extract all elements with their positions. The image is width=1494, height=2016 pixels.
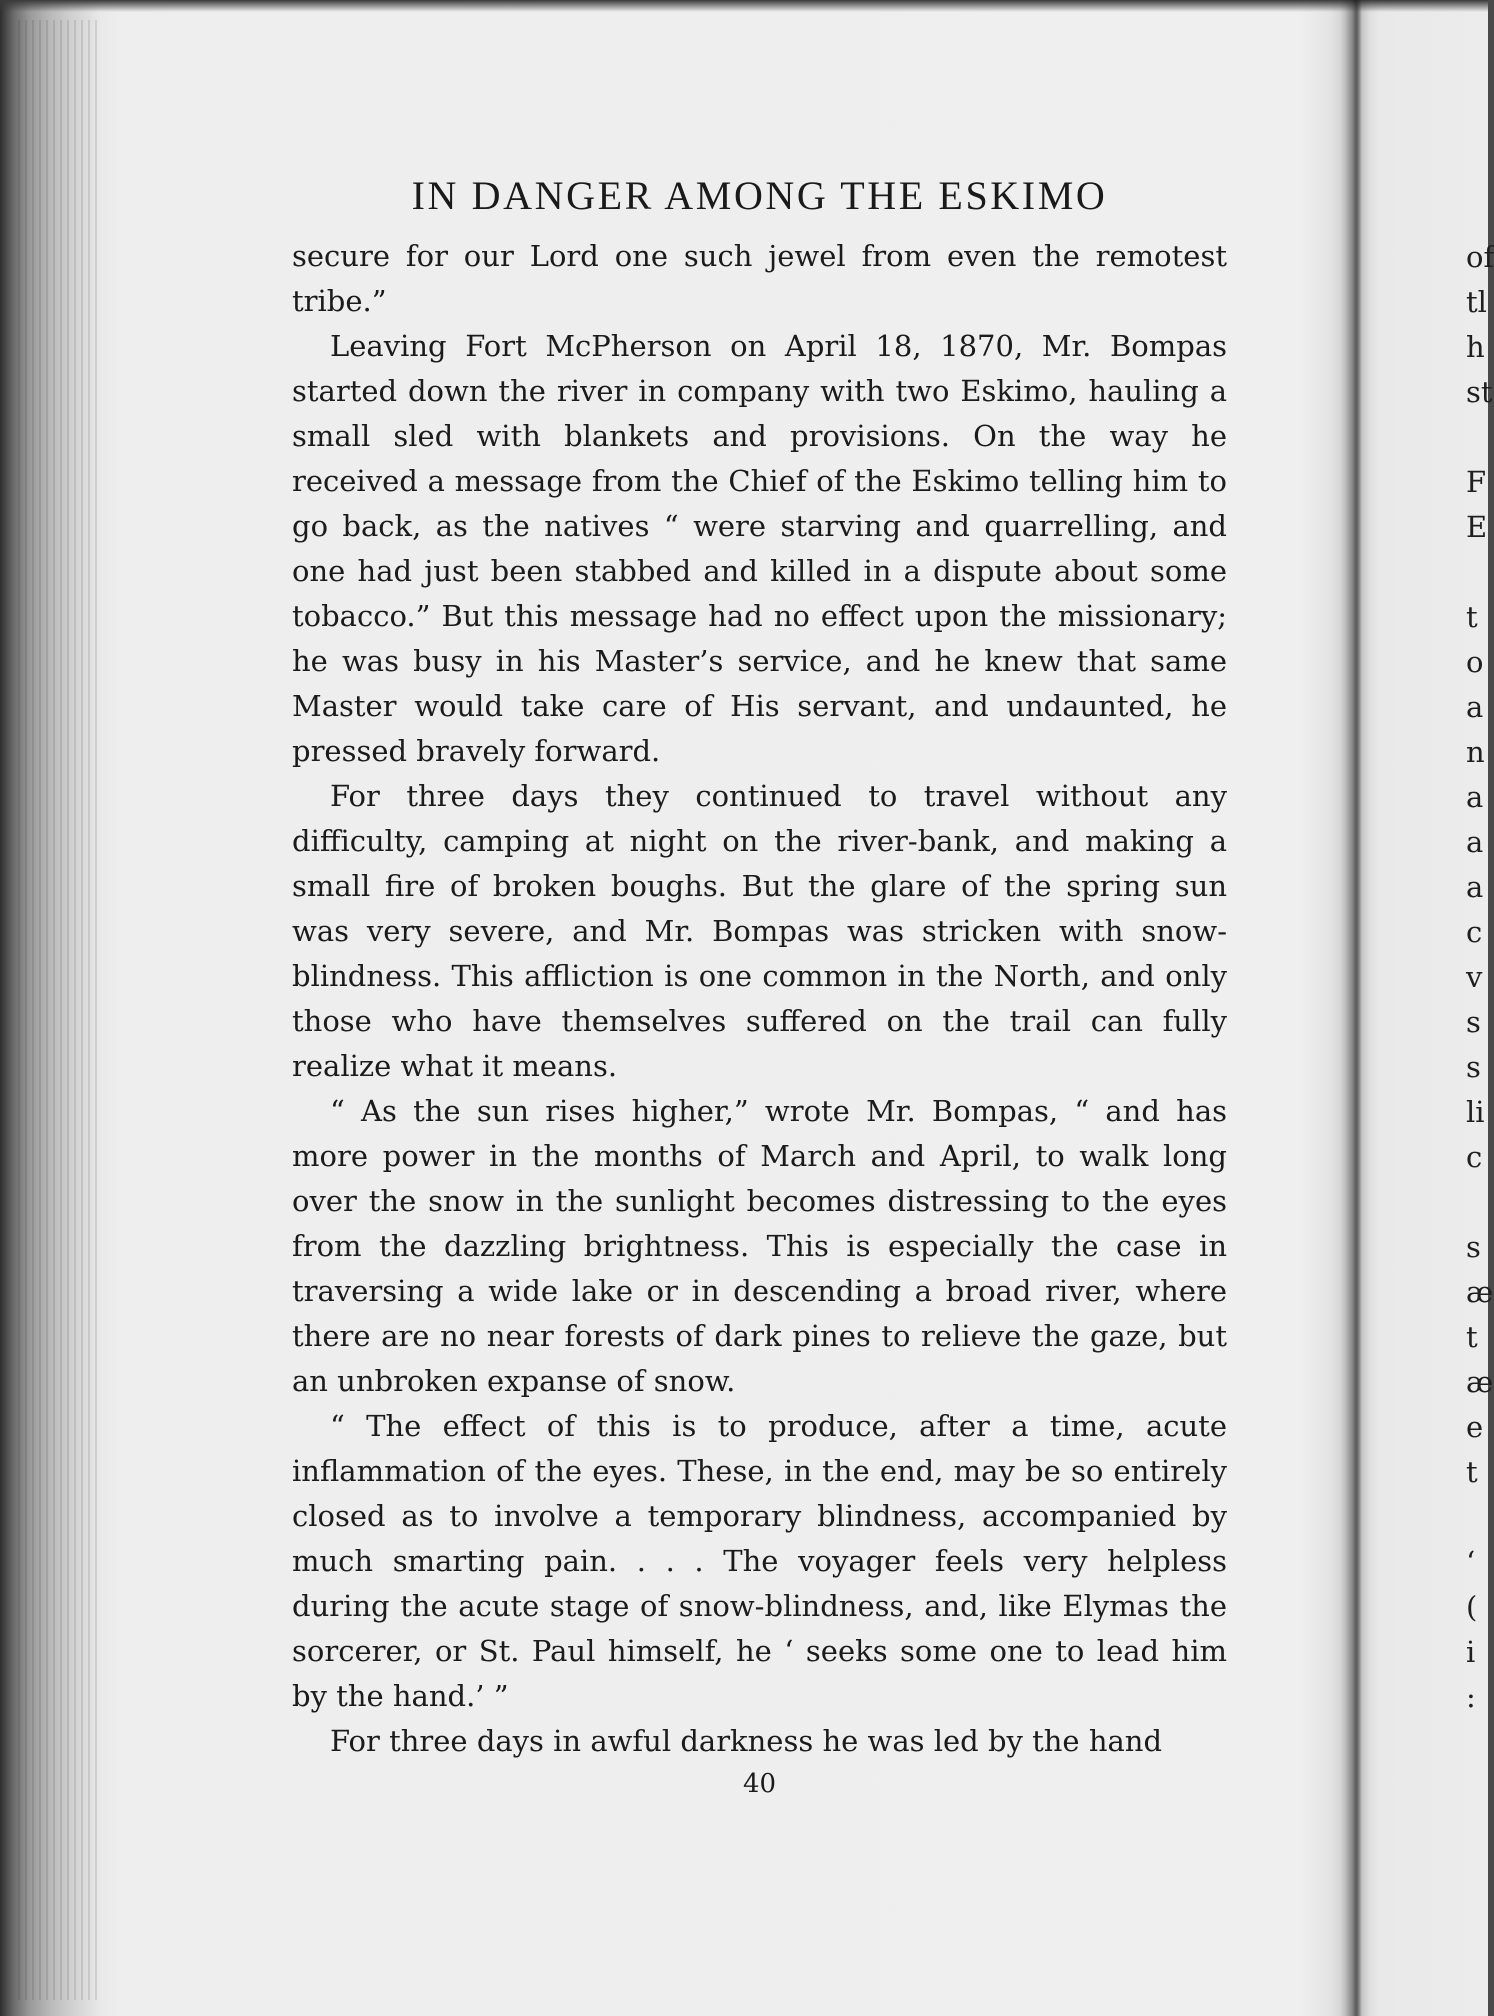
- paragraph: Leaving Fort McPherson on April 18, 1870, Mr. Bompas started down the river in company with two Eskimo, hauling a small sled with blankets and provisions. On the way he received a message from the Chief of the Eskimo telling him to go back, as the natives “ were starving and quarrelling, and one had just been stabbed and killed in a dispute about some tobacco.” But this message had no effect upon the missionary; he was busy in his Master’s service, and he knew that same Master would take care of His servant, and undaunted, he pressed bravely forward.: [292, 329, 1227, 768]
- facing-page-text: li: [1466, 1095, 1485, 1129]
- facing-page-text: i: [1466, 1635, 1476, 1669]
- page-body: [292, 234, 1227, 1764]
- paragraph-last: For three days in awful darkness he was led by the hand: [330, 1724, 1163, 1758]
- facing-page-text: c: [1466, 1140, 1483, 1174]
- facing-page-text: a: [1466, 870, 1484, 904]
- facing-page-text: s: [1466, 1050, 1481, 1084]
- facing-page-text: a: [1466, 780, 1484, 814]
- facing-page-text: tl: [1466, 285, 1487, 319]
- facing-page-text: a: [1466, 690, 1484, 724]
- paragraph: “ The effect of this is to produce, after a time, acute inflammation of the eyes. These, in the end, may be so entirely closed as to involve a temporary blindness, accompanied by much smarting pain. . . . The voyager feels very helpless during the acute stage of snow-blindness, and, like Elymas the sorcerer, or St. Paul himself, he ‘ seeks some one to lead him by the hand.’ ”: [292, 1409, 1227, 1713]
- paragraph: “ As the sun rises higher,” wrote Mr. Bompas, “ and has more power in the months of March and April, to walk long over the snow in the sunlight becomes distressing to the eyes from the dazzling brightness. This is especially the case in traversing a wide lake or in descending a broad river, where there are no near forests of dark pines to relieve the gaze, but an unbroken expanse of snow.: [292, 1094, 1227, 1398]
- facing-page-text: F: [1466, 465, 1487, 499]
- facing-page-text: t: [1466, 1455, 1478, 1489]
- facing-page-text: st: [1466, 375, 1493, 409]
- facing-page-text: n: [1466, 735, 1485, 769]
- book-gutter: [1340, 0, 1370, 2016]
- facing-page-text: s: [1466, 1230, 1481, 1264]
- paragraph: For three days they continued to travel without any difficulty, camping at night on the river-bank, and making a small fire of broken boughs. But the glare of the spring sun was very severe, and Mr. Bompas was stricken with snow-blindness. This affliction is one common in the North, and only those who have themselves suffered on the trail can fully realize what it means.: [292, 779, 1227, 1083]
- facing-page-text: o: [1466, 645, 1484, 679]
- facing-page-text: ‘: [1466, 1545, 1476, 1579]
- top-edge-shadow: [0, 0, 1488, 12]
- facing-page-text: of: [1466, 240, 1494, 274]
- page-number: 40: [742, 1769, 777, 1799]
- page-edges-left: [18, 20, 98, 2000]
- facing-page-text: e: [1466, 1410, 1484, 1444]
- facing-page-fragment: [1460, 0, 1494, 2016]
- book-page: [292, 168, 1227, 1804]
- facing-page-text: E: [1466, 510, 1488, 544]
- facing-page-text: t: [1466, 1320, 1478, 1354]
- facing-page-text: c: [1466, 915, 1483, 949]
- facing-page-text: æ: [1466, 1365, 1494, 1399]
- facing-page-text: v: [1466, 960, 1483, 994]
- facing-page-text: a: [1466, 825, 1484, 859]
- facing-page-text: h: [1466, 330, 1485, 364]
- running-head: IN DANGER AMONG THE ESKIMO: [411, 173, 1108, 218]
- facing-page-text: s: [1466, 1005, 1481, 1039]
- paragraph-continued: secure for our Lord one such jewel from even the remotest tribe.”: [292, 239, 1227, 318]
- facing-page-text: :: [1466, 1680, 1476, 1714]
- facing-page-text: (: [1466, 1590, 1478, 1624]
- facing-page-text: t: [1466, 600, 1478, 634]
- facing-page-text: æ: [1466, 1275, 1494, 1309]
